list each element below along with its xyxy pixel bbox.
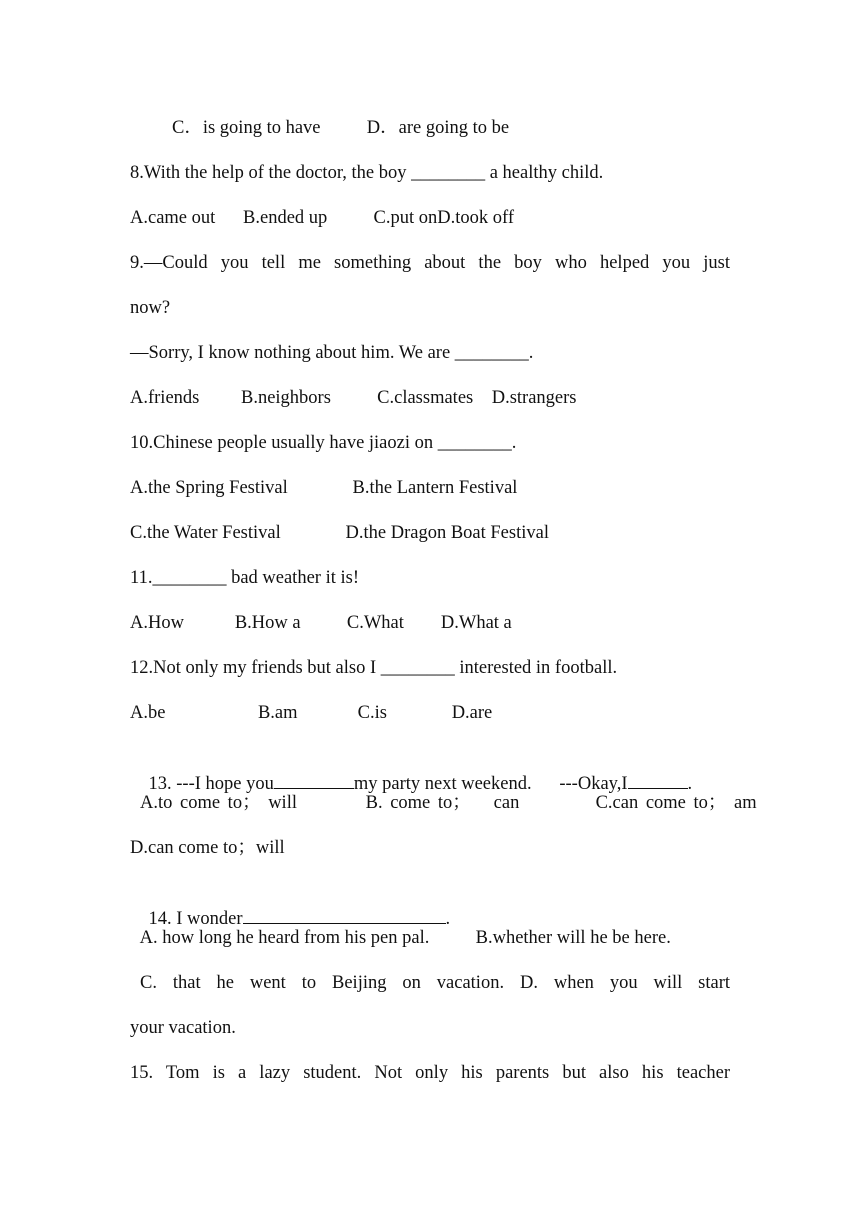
q7-options-cd: C．is going to have D．are going to be <box>172 118 510 138</box>
q11-question: 11.________ bad weather it is! <box>130 568 359 588</box>
q13-options-abc: A.to come to； will B. come to； can C.can come to； am <box>140 793 757 813</box>
q13-blank-1 <box>274 770 354 789</box>
q14-options-cd: C. that he went to Beijing on vacation. D. when you will start <box>140 973 730 993</box>
q14-options-ab: A. how long he heard from his pen pal. B.whether will he be here. <box>136 928 671 948</box>
q14-blank <box>243 905 446 924</box>
q12-options: A.be B.am C.is D.are <box>130 703 493 723</box>
q9-question-line2: now? <box>130 298 171 318</box>
q9-options: A.friends B.neighbors C.classmates D.strangers <box>130 388 577 408</box>
q9-question-line1: 9.—Could you tell me something about the boy who helped you just <box>130 253 730 273</box>
q11-options: A.How B.How a C.What D.What a <box>130 613 512 633</box>
q15-question-line1: 15. Tom is a lazy student. Not only his parents but also his teacher <box>130 1063 730 1083</box>
q13-option-d: D.can come to；will <box>130 838 285 858</box>
q9-answer-line: —Sorry, I know nothing about him. We are ________. <box>130 343 534 363</box>
q14-text-part2: . <box>445 909 451 929</box>
q8-options: A.came out B.ended up C.put onD.took off <box>130 208 515 228</box>
q10-question: 10.Chinese people usually have jiaozi on ________. <box>130 433 517 453</box>
q10-options-ab: A.the Spring Festival B.the Lantern Festival <box>130 478 518 498</box>
q13-text-part3: . <box>687 774 693 794</box>
q14-text-part1: 14. I wonder <box>148 909 243 929</box>
q13-text-part1: 13. ---I hope you <box>148 774 274 794</box>
q13-text-part2: my party next weekend. ---Okay,I <box>353 774 628 794</box>
q14-option-d-continued: your vacation. <box>130 1018 236 1038</box>
q13-blank-2 <box>628 770 688 789</box>
q12-question: 12.Not only my friends but also I ________ interested in football. <box>130 658 618 678</box>
q10-options-cd: C.the Water Festival D.the Dragon Boat Festival <box>130 523 549 543</box>
q8-question: 8.With the help of the doctor, the boy ________ a healthy child. <box>130 163 604 183</box>
